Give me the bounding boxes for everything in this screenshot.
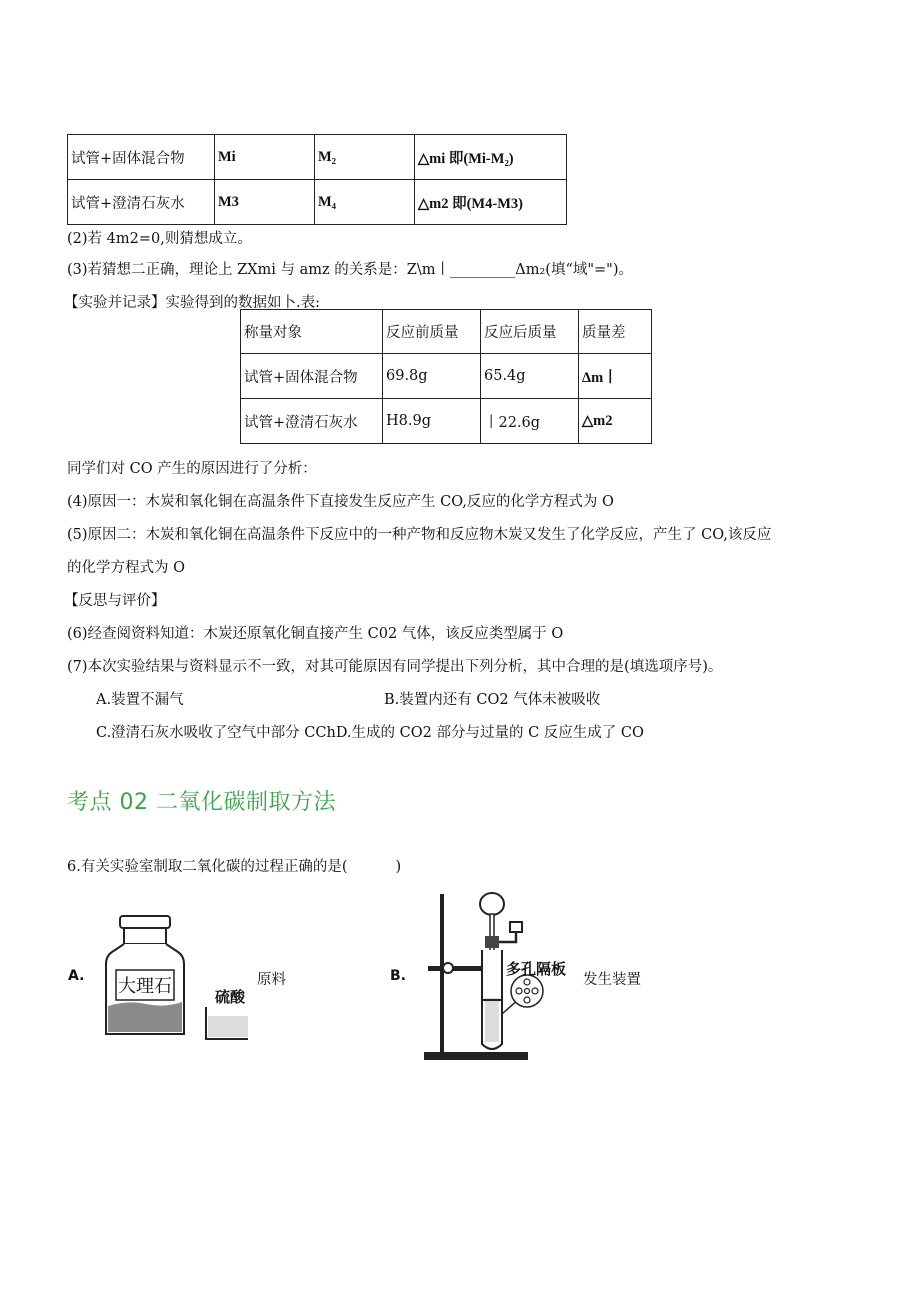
table-cell-after: 65.4g	[481, 354, 579, 399]
table-cell-diff: △m2 即(M4-M3)	[415, 180, 567, 225]
table-masses-symbolic	[67, 134, 567, 225]
paragraph-analysis-intro: 同学们对 CO 产生的原因进行了分析：	[67, 461, 317, 477]
paragraph-q6: (6)经查阅资料知道：木炭还原氧化铜直接产生 C02 气体，该反应类型属于 O	[67, 626, 564, 642]
table-header-row	[241, 310, 652, 354]
figure-a-letter: A.	[68, 968, 85, 984]
figure-b-letter: B.	[390, 968, 406, 984]
table-header-cell: 质量差	[579, 310, 652, 354]
table-cell-after: M₄	[315, 180, 415, 225]
table-cell-diff: △mi 即(Mi-M₂)	[415, 135, 567, 180]
paragraph-q7: (7)本次实验结果与资料显示不一致，对其可能原因有同学提出下列分析，其中合理的是(填选项序号)。	[67, 659, 723, 675]
table-header-cell: 反应后质量	[481, 310, 579, 354]
table-row	[68, 135, 567, 180]
table-cell-label: 试管+澄清石灰水	[68, 180, 215, 225]
option-b: B.装置内还有 CO2 气体未被吸收	[384, 692, 601, 708]
table-row	[68, 180, 567, 225]
table-cell-before: 69.8g	[383, 354, 481, 399]
figure-a-reagent-bottle	[98, 912, 248, 1042]
paragraph-q3: (3)若猜想二正确，理论上 ZXmi 与 amz 的关系是：Z\m丨_________Δm₂(填“域"=")。	[67, 262, 634, 278]
table-cell-before: H8.9g	[383, 399, 481, 444]
question-6-close-paren: )	[395, 859, 402, 875]
table-row	[241, 399, 652, 444]
section-heading: 考点 02 二氧化碳制取方法	[67, 790, 336, 815]
option-c-d: C.澄清石灰水吸收了空气中部分 CChD.生成的 CO2 部分与过量的 C 反应生成了 CO	[96, 725, 644, 741]
table-cell-diff: Δm丨	[579, 354, 652, 399]
figure-b-caption: 发生装置	[583, 972, 641, 988]
option-a: A.装置不漏气	[96, 692, 184, 708]
figure-b-generator-apparatus	[420, 888, 580, 1068]
paragraph-record-heading: 【实验并记录】实验得到的数据如卜.表:	[64, 295, 320, 311]
table-header-cell: 称量对象	[241, 310, 383, 354]
paragraph-q2: (2)若 4m2=0,则猜想成立。	[67, 231, 252, 247]
table-cell-label: 试管+固体混合物	[68, 135, 215, 180]
plate-label: 多孔隔板	[506, 960, 567, 978]
table-cell-after: 丨22.6g	[481, 399, 579, 444]
paragraph-q5-line1: (5)原因二：木炭和氧化铜在高温条件下反应中的一种产物和反应物木炭又发生了化学反应，产生了 CO,该反应	[67, 527, 772, 543]
table-cell-diff: △m2	[579, 399, 652, 444]
table-cell-before: M3	[215, 180, 315, 225]
figure-a-caption: 原料	[257, 972, 286, 988]
table-cell-before: Mi	[215, 135, 315, 180]
beaker-label: 硫酸	[214, 988, 246, 1006]
paragraph-reflect-heading: 【反思与评价】	[64, 593, 166, 609]
question-6-stem	[67, 855, 401, 876]
paragraph-q5-line2: 的化学方程式为 O	[67, 560, 185, 576]
paragraph-q4: (4)原因一：木炭和氧化铜在高温条件下直接发生反应产生 CO,反应的化学方程式为 O	[67, 494, 614, 510]
table-row	[241, 354, 652, 399]
table-cell-label: 试管+固体混合物	[241, 354, 383, 399]
question-6-text: 6.有关实验室制取二氧化碳的过程正确的是(	[67, 859, 348, 875]
table-cell-label: 试管+澄清石灰水	[241, 399, 383, 444]
table-masses-data	[240, 309, 652, 444]
bottle-label: 大理石	[118, 976, 172, 997]
table-header-cell: 反应前质量	[383, 310, 481, 354]
table-cell-after: M₂	[315, 135, 415, 180]
